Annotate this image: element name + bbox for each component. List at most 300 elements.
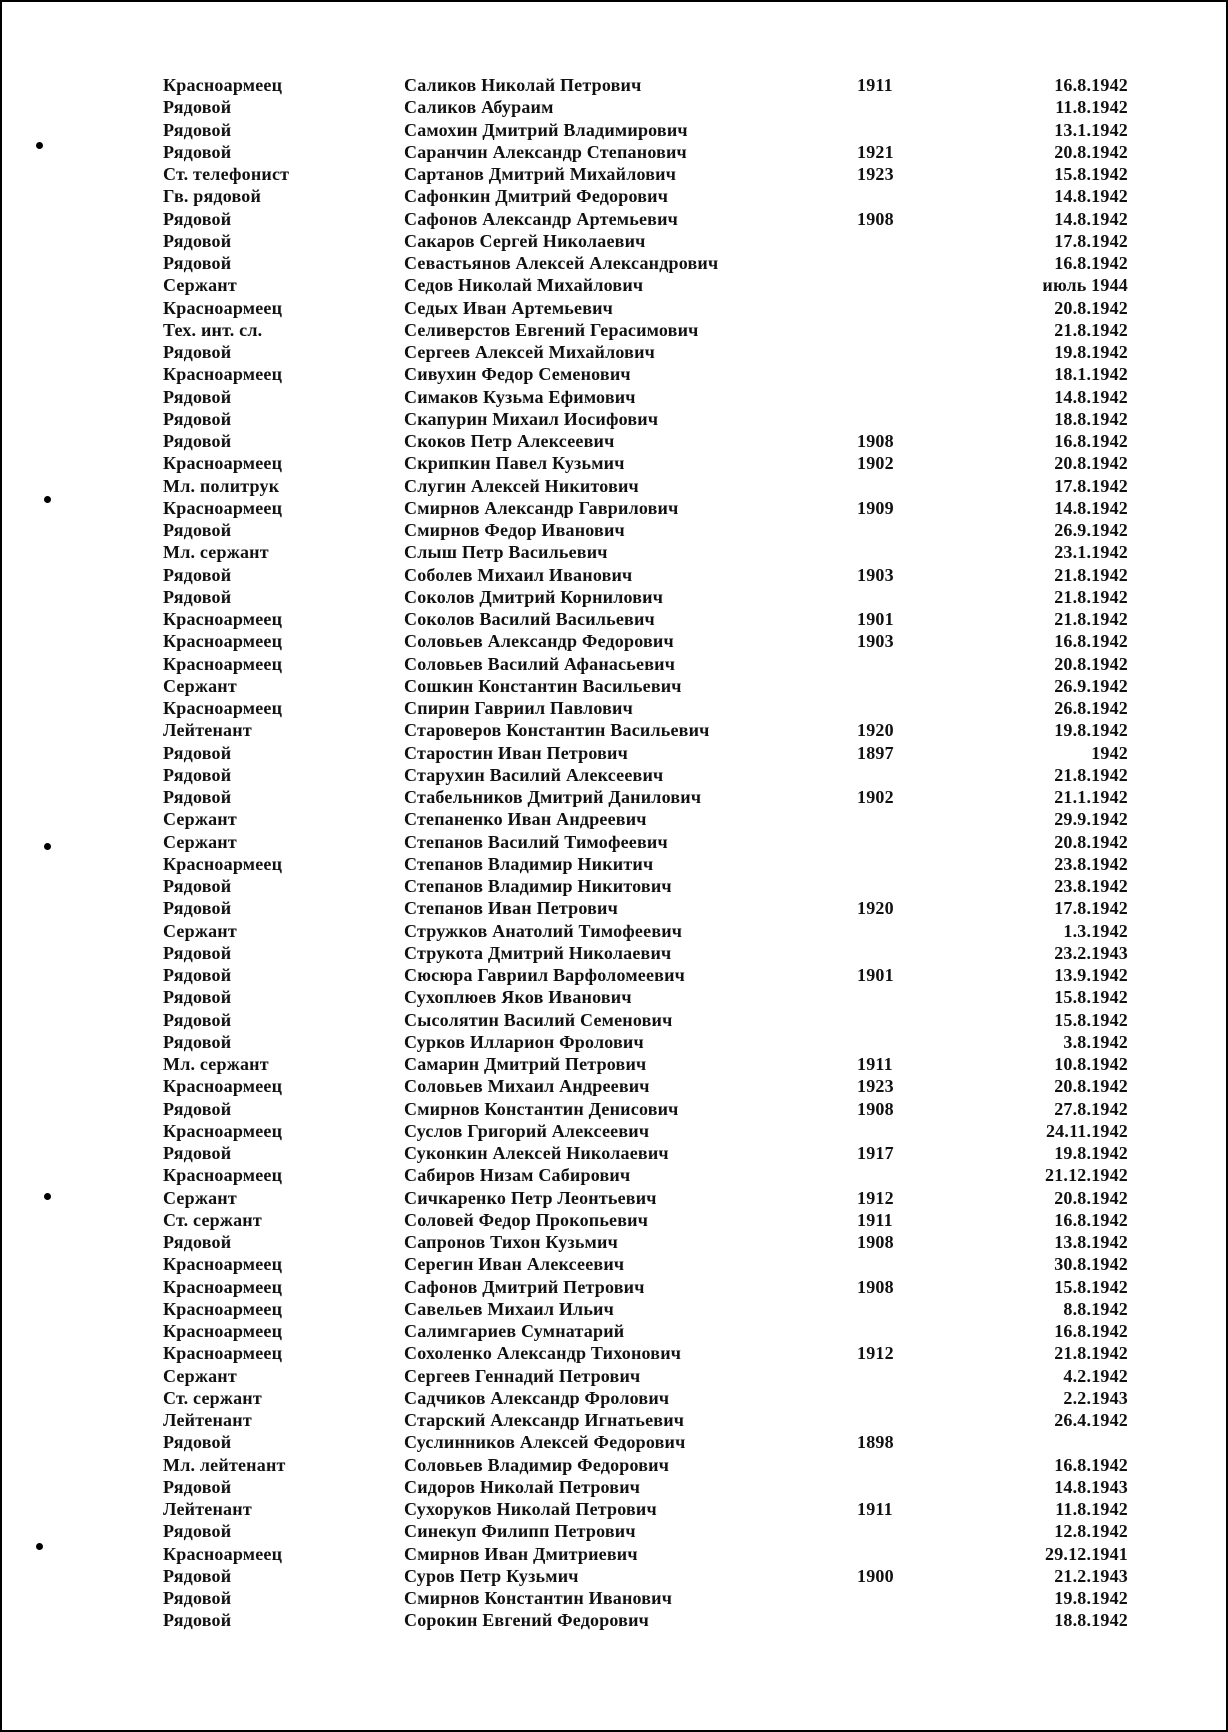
date-cell: 26.9.1942 — [1054, 675, 1128, 696]
date-cell: 20.8.1942 — [1054, 1076, 1128, 1097]
name-cell: Смирнов Александр Гаврилович — [404, 497, 679, 518]
rank-cell: Рядовой — [163, 1432, 232, 1453]
date-cell: 19.8.1942 — [1054, 1588, 1128, 1608]
roster-row — [0, 208, 1228, 230]
date-cell: 3.8.1942 — [1063, 1031, 1128, 1052]
rank-cell: Рядовой — [163, 1610, 232, 1631]
name-cell: Соловьев Михаил Андреевич — [404, 1076, 650, 1097]
date-cell: 17.8.1942 — [1054, 898, 1128, 919]
date-cell: 11.8.1942 — [1055, 1499, 1128, 1519]
name-cell: Старухин Василий Алексеевич — [404, 764, 664, 785]
name-cell: Соловей Федор Прокопьевич — [404, 1209, 649, 1230]
name-cell: Садчиков Александр Фролович — [404, 1387, 670, 1408]
rank-cell: Рядовой — [163, 408, 232, 429]
name-cell: Суслинников Алексей Федорович — [404, 1432, 686, 1453]
name-cell: Сухоплюев Яков Иванович — [404, 987, 632, 1008]
name-cell: Сафонкин Дмитрий Федорович — [404, 186, 669, 207]
name-cell: Степанов Владимир Никитич — [404, 853, 654, 874]
rank-cell: Рядовой — [163, 230, 232, 251]
date-cell: 26.8.1942 — [1054, 698, 1128, 718]
date-cell: 16.8.1942 — [1054, 253, 1128, 273]
name-cell: Сабиров Низам Сабирович — [404, 1165, 631, 1186]
date-cell: 15.8.1942 — [1054, 164, 1128, 184]
roster-row — [0, 1342, 1228, 1364]
birth-year-cell: 1920 — [857, 898, 894, 919]
rank-cell: Красноармеец — [163, 1543, 283, 1564]
rank-cell: Лейтенант — [163, 1410, 252, 1430]
date-cell: 20.8.1942 — [1054, 141, 1128, 162]
name-cell: Скоков Петр Алексеевич — [404, 431, 615, 451]
roster-row — [0, 564, 1228, 586]
rank-cell: Мл. лейтенант — [163, 1454, 286, 1475]
rank-cell: Рядовой — [163, 1588, 232, 1608]
roster-row — [0, 1431, 1228, 1453]
birth-year-cell: 1909 — [857, 497, 894, 518]
date-cell: 30.8.1942 — [1054, 1254, 1128, 1275]
rank-cell: Мл. сержант — [163, 1054, 269, 1074]
name-cell: Сартанов Дмитрий Михайлович — [404, 164, 677, 184]
name-cell: Соловьев Василий Афанасьевич — [404, 653, 676, 674]
rank-cell: Рядовой — [163, 253, 232, 273]
rank-cell: Рядовой — [163, 97, 232, 118]
date-cell: 20.8.1942 — [1054, 453, 1128, 474]
roster-row — [0, 319, 1228, 341]
roster-row — [0, 1387, 1228, 1409]
date-cell: 4.2.1942 — [1063, 1365, 1128, 1386]
roster-row — [0, 764, 1228, 786]
birth-year-cell: 1912 — [857, 1343, 894, 1364]
rank-cell: Сержант — [163, 809, 237, 830]
rank-cell: Рядовой — [163, 787, 232, 807]
birth-year-cell: 1903 — [857, 564, 894, 585]
date-cell: 15.8.1942 — [1054, 987, 1128, 1008]
date-cell: 14.8.1942 — [1054, 208, 1128, 229]
roster-row — [0, 452, 1228, 474]
name-cell: Скапурин Михаил Иосифович — [404, 408, 659, 429]
birth-year-cell: 1898 — [857, 1432, 894, 1453]
date-cell: июль 1944 — [1042, 275, 1128, 296]
date-cell: 16.8.1942 — [1054, 1209, 1128, 1230]
roster-row — [0, 297, 1228, 319]
rank-cell: Мл. политрук — [163, 475, 280, 496]
rank-cell: Рядовой — [163, 942, 232, 963]
name-cell: Сидоров Николай Петрович — [404, 1476, 641, 1497]
name-cell: Спирин Гавриил Павлович — [404, 698, 633, 718]
rank-cell: Красноармеец — [163, 698, 283, 718]
date-cell: 16.8.1942 — [1054, 631, 1128, 652]
date-cell: 24.11.1942 — [1045, 1120, 1128, 1141]
date-cell: 26.4.1942 — [1054, 1410, 1128, 1430]
roster-row — [0, 541, 1228, 563]
date-cell: 12.8.1942 — [1054, 1521, 1128, 1542]
name-cell: Соколов Дмитрий Корнилович — [404, 586, 664, 607]
rank-cell: Красноармеец — [163, 297, 283, 318]
date-cell: 18.8.1942 — [1054, 408, 1128, 429]
date-cell: 15.8.1942 — [1054, 1276, 1128, 1297]
name-cell: Смирнов Иван Дмитриевич — [404, 1543, 638, 1564]
name-cell: Суслов Григорий Алексеевич — [404, 1120, 650, 1141]
date-cell: 20.8.1942 — [1054, 831, 1128, 852]
date-cell: 21.2.1943 — [1054, 1565, 1128, 1586]
rank-cell: Рядовой — [163, 898, 232, 919]
birth-year-cell: 1901 — [857, 965, 894, 985]
name-cell: Саликов Николай Петрович — [404, 75, 642, 95]
roster-row — [0, 1009, 1228, 1031]
date-cell: 11.8.1942 — [1055, 97, 1128, 118]
name-cell: Степаненко Иван Андреевич — [404, 809, 647, 830]
date-cell: 13.8.1942 — [1054, 1232, 1128, 1252]
date-cell: 29.12.1941 — [1045, 1543, 1128, 1564]
roster-row — [0, 1187, 1228, 1209]
name-cell: Сысолятин Василий Семенович — [404, 1009, 673, 1030]
name-cell: Седых Иван Артемьевич — [404, 297, 614, 318]
name-cell: Стабельников Дмитрий Данилович — [404, 787, 702, 807]
birth-year-cell: 1900 — [857, 1565, 894, 1586]
roster-row — [0, 74, 1228, 96]
roster-row — [0, 1565, 1228, 1587]
date-cell: 20.8.1942 — [1054, 1187, 1128, 1208]
date-cell: 8.8.1942 — [1063, 1298, 1128, 1319]
birth-year-cell: 1912 — [857, 1187, 894, 1208]
rank-cell: Рядовой — [163, 564, 232, 585]
name-cell: Смирнов Константин Иванович — [404, 1588, 673, 1608]
roster-row — [0, 341, 1228, 363]
rank-cell: Рядовой — [163, 119, 232, 140]
birth-year-cell: 1902 — [857, 453, 894, 474]
rank-cell: Рядовой — [163, 1143, 232, 1163]
rank-cell: Сержант — [163, 831, 237, 852]
rank-cell: Сержант — [163, 1365, 237, 1386]
name-cell: Сивухин Федор Семенович — [404, 364, 631, 385]
date-cell: 14.8.1942 — [1054, 386, 1128, 407]
date-cell: 19.8.1942 — [1054, 1143, 1128, 1163]
rank-cell: Красноармеец — [163, 1254, 283, 1275]
rank-cell: Рядовой — [163, 987, 232, 1008]
rank-cell: Красноармеец — [163, 453, 283, 474]
name-cell: Сухоруков Николай Петрович — [404, 1499, 657, 1519]
roster-row — [0, 96, 1228, 118]
name-cell: Сакаров Сергей Николаевич — [404, 230, 646, 251]
rank-cell: Рядовой — [163, 386, 232, 407]
roster-row — [0, 786, 1228, 808]
name-cell: Сергеев Алексей Михайлович — [404, 342, 656, 362]
birth-year-cell: 1917 — [857, 1143, 894, 1163]
roster-row — [0, 942, 1228, 964]
roster-row — [0, 1075, 1228, 1097]
birth-year-cell: 1897 — [857, 742, 894, 763]
date-cell: 19.8.1942 — [1054, 720, 1128, 741]
date-cell: 23.8.1942 — [1054, 876, 1128, 896]
roster-row — [0, 875, 1228, 897]
date-cell: 13.1.1942 — [1054, 119, 1128, 140]
roster-row — [0, 831, 1228, 853]
date-cell: 17.8.1942 — [1054, 475, 1128, 496]
name-cell: Сафонов Александр Артемьевич — [404, 208, 679, 229]
date-cell: 23.1.1942 — [1054, 542, 1128, 563]
roster-row — [0, 1476, 1228, 1498]
rank-cell: Красноармеец — [163, 631, 283, 652]
rank-cell: Рядовой — [163, 965, 232, 985]
roster-row — [0, 964, 1228, 986]
rank-cell: Красноармеец — [163, 1076, 283, 1097]
date-cell: 1942 — [1091, 742, 1128, 763]
name-cell: Сичкаренко Петр Леонтьевич — [404, 1187, 657, 1208]
roster-row — [0, 1031, 1228, 1053]
rank-cell: Тех. инт. сл. — [163, 319, 263, 340]
date-cell: 29.9.1942 — [1054, 809, 1128, 830]
name-cell: Суров Петр Кузьмич — [404, 1565, 579, 1586]
rank-cell: Рядовой — [163, 520, 232, 540]
rank-cell: Рядовой — [163, 1565, 232, 1586]
date-cell: 10.8.1942 — [1054, 1054, 1128, 1074]
rank-cell: Красноармеец — [163, 75, 283, 95]
name-cell: Самарин Дмитрий Петрович — [404, 1054, 647, 1074]
date-cell: 21.8.1942 — [1054, 319, 1128, 340]
rank-cell: Красноармеец — [163, 1298, 283, 1319]
name-cell: Степанов Василий Тимофеевич — [404, 831, 668, 852]
roster-row — [0, 408, 1228, 430]
roster-row — [0, 675, 1228, 697]
birth-year-cell: 1923 — [857, 1076, 894, 1097]
roster-row — [0, 1409, 1228, 1431]
name-cell: Савельев Михаил Ильич — [404, 1298, 614, 1319]
roster-row — [0, 697, 1228, 719]
roster-row — [0, 1053, 1228, 1075]
rank-cell: Ст. телефонист — [163, 164, 290, 184]
date-cell: 26.9.1942 — [1054, 520, 1128, 540]
roster-row — [0, 274, 1228, 296]
roster-row — [0, 719, 1228, 741]
date-cell: 21.12.1942 — [1045, 1165, 1128, 1186]
name-cell: Староверов Константин Васильевич — [404, 720, 710, 741]
name-cell: Скрипкин Павел Кузьмич — [404, 453, 625, 474]
name-cell: Соколов Василий Васильевич — [404, 609, 655, 629]
name-cell: Салимгариев Сумнатарий — [404, 1321, 625, 1341]
roster-row — [0, 1454, 1228, 1476]
roster-row — [0, 363, 1228, 385]
roster-row — [0, 986, 1228, 1008]
rank-cell: Рядовой — [163, 1521, 232, 1542]
birth-year-cell: 1902 — [857, 787, 894, 807]
rank-cell: Мл. сержант — [163, 542, 269, 563]
birth-year-cell: 1911 — [857, 75, 893, 95]
rank-cell: Рядовой — [163, 1098, 232, 1119]
roster-row — [0, 920, 1228, 942]
date-cell: 17.8.1942 — [1054, 230, 1128, 251]
rank-cell: Ст. сержант — [163, 1387, 262, 1408]
name-cell: Сошкин Константин Васильевич — [404, 675, 682, 696]
birth-year-cell: 1921 — [857, 141, 894, 162]
name-cell: Серегин Иван Алексеевич — [404, 1254, 625, 1275]
birth-year-cell: 1911 — [857, 1209, 893, 1230]
rank-cell: Рядовой — [163, 764, 232, 785]
name-cell: Самохин Дмитрий Владимирович — [404, 119, 688, 140]
rank-cell: Красноармеец — [163, 1120, 283, 1141]
date-cell: 20.8.1942 — [1054, 297, 1128, 318]
roster-row — [0, 742, 1228, 764]
date-cell: 16.8.1942 — [1054, 1321, 1128, 1341]
name-cell: Сюсюра Гавриил Варфоломеевич — [404, 965, 686, 985]
roster-row — [0, 1298, 1228, 1320]
name-cell: Степанов Владимир Никитович — [404, 876, 672, 896]
rank-cell: Рядовой — [163, 742, 232, 763]
name-cell: Сергеев Геннадий Петрович — [404, 1365, 641, 1386]
birth-year-cell: 1901 — [857, 609, 894, 629]
name-cell: Сорокин Евгений Федорович — [404, 1610, 650, 1631]
rank-cell: Рядовой — [163, 208, 232, 229]
date-cell: 2.2.1943 — [1063, 1387, 1128, 1408]
rank-cell: Рядовой — [163, 876, 232, 896]
roster-row — [0, 430, 1228, 452]
roster-row — [0, 1609, 1228, 1631]
name-cell: Севастьянов Алексей Александрович — [404, 253, 719, 273]
birth-year-cell: 1908 — [857, 1232, 894, 1252]
rank-cell: Рядовой — [163, 586, 232, 607]
roster-row — [0, 185, 1228, 207]
birth-year-cell: 1911 — [857, 1499, 893, 1519]
rank-cell: Красноармеец — [163, 1165, 283, 1186]
name-cell: Сафонов Дмитрий Петрович — [404, 1276, 645, 1297]
roster-list — [0, 74, 1228, 1632]
roster-row — [0, 1320, 1228, 1342]
date-cell: 21.8.1942 — [1054, 586, 1128, 607]
birth-year-cell: 1908 — [857, 1098, 894, 1119]
roster-row — [0, 252, 1228, 274]
date-cell: 14.8.1943 — [1054, 1476, 1128, 1497]
roster-row — [0, 163, 1228, 185]
roster-row — [0, 386, 1228, 408]
name-cell: Слыш Петр Васильевич — [404, 542, 608, 563]
roster-row — [0, 897, 1228, 919]
name-cell: Струкота Дмитрий Николаевич — [404, 942, 672, 963]
rank-cell: Гв. рядовой — [163, 186, 262, 207]
roster-row — [0, 497, 1228, 519]
birth-year-cell: 1908 — [857, 208, 894, 229]
roster-row — [0, 1098, 1228, 1120]
rank-cell: Лейтенант — [163, 1499, 252, 1519]
date-cell: 21.8.1942 — [1054, 1343, 1128, 1364]
date-cell: 20.8.1942 — [1054, 653, 1128, 674]
roster-row — [0, 519, 1228, 541]
birth-year-cell: 1903 — [857, 631, 894, 652]
name-cell: Саранчин Александр Степанович — [404, 141, 687, 162]
name-cell: Степанов Иван Петрович — [404, 898, 618, 919]
name-cell: Соловьев Александр Федорович — [404, 631, 674, 652]
rank-cell: Красноармеец — [163, 1343, 283, 1364]
rank-cell: Красноармеец — [163, 364, 283, 385]
date-cell: 23.2.1943 — [1054, 942, 1128, 963]
roster-row — [0, 808, 1228, 830]
name-cell: Седов Николай Михайлович — [404, 275, 644, 296]
rank-cell: Рядовой — [163, 1476, 232, 1497]
roster-row — [0, 119, 1228, 141]
name-cell: Селиверстов Евгений Герасимович — [404, 319, 699, 340]
roster-row — [0, 853, 1228, 875]
rank-cell: Красноармеец — [163, 1276, 283, 1297]
date-cell: 18.8.1942 — [1054, 1610, 1128, 1631]
date-cell: 21.8.1942 — [1054, 609, 1128, 629]
birth-year-cell: 1908 — [857, 431, 894, 451]
roster-row — [0, 1231, 1228, 1253]
date-cell: 21.8.1942 — [1054, 564, 1128, 585]
name-cell: Старостин Иван Петрович — [404, 742, 628, 763]
roster-row — [0, 1365, 1228, 1387]
name-cell: Синекуп Филипп Петрович — [404, 1521, 636, 1542]
date-cell: 1.3.1942 — [1063, 920, 1128, 941]
rank-cell: Сержант — [163, 675, 237, 696]
date-cell: 23.8.1942 — [1054, 853, 1128, 874]
rank-cell: Красноармеец — [163, 497, 283, 518]
roster-row — [0, 630, 1228, 652]
name-cell: Суконкин Алексей Николаевич — [404, 1143, 669, 1163]
name-cell: Симаков Кузьма Ефимович — [404, 386, 636, 407]
date-cell: 16.8.1942 — [1054, 75, 1128, 95]
birth-year-cell: 1923 — [857, 164, 894, 184]
roster-row — [0, 1520, 1228, 1542]
rank-cell: Красноармеец — [163, 853, 283, 874]
roster-row — [0, 1142, 1228, 1164]
roster-row — [0, 1164, 1228, 1186]
roster-row — [0, 230, 1228, 252]
roster-row — [0, 1543, 1228, 1565]
rank-cell: Лейтенант — [163, 720, 252, 741]
rank-cell: Сержант — [163, 1187, 237, 1208]
name-cell: Смирнов Федор Иванович — [404, 520, 625, 540]
name-cell: Соболев Михаил Иванович — [404, 564, 633, 585]
roster-row — [0, 1120, 1228, 1142]
date-cell: 16.8.1942 — [1054, 431, 1128, 451]
name-cell: Сапронов Тихон Кузьмич — [404, 1232, 618, 1252]
name-cell: Старский Александр Игнатьевич — [404, 1410, 685, 1430]
name-cell: Сохоленко Александр Тихонович — [404, 1343, 682, 1364]
roster-row — [0, 608, 1228, 630]
date-cell: 19.8.1942 — [1054, 342, 1128, 362]
birth-year-cell: 1911 — [857, 1054, 893, 1074]
name-cell: Смирнов Константин Денисович — [404, 1098, 679, 1119]
date-cell: 27.8.1942 — [1054, 1098, 1128, 1119]
date-cell: 21.8.1942 — [1054, 764, 1128, 785]
roster-row — [0, 586, 1228, 608]
rank-cell: Рядовой — [163, 141, 232, 162]
roster-row — [0, 475, 1228, 497]
rank-cell: Сержант — [163, 920, 237, 941]
date-cell: 14.8.1942 — [1054, 497, 1128, 518]
birth-year-cell: 1920 — [857, 720, 894, 741]
roster-row — [0, 1587, 1228, 1609]
rank-cell: Сержант — [163, 275, 237, 296]
rank-cell: Красноармеец — [163, 609, 283, 629]
rank-cell: Красноармеец — [163, 653, 283, 674]
rank-cell: Рядовой — [163, 1031, 232, 1052]
date-cell: 14.8.1942 — [1054, 186, 1128, 207]
rank-cell: Рядовой — [163, 1009, 232, 1030]
name-cell: Стружков Анатолий Тимофеевич — [404, 920, 683, 941]
name-cell: Соловьев Владимир Федорович — [404, 1454, 670, 1475]
date-cell: 21.1.1942 — [1054, 787, 1128, 807]
roster-row — [0, 1209, 1228, 1231]
roster-row — [0, 1253, 1228, 1275]
roster-row — [0, 1276, 1228, 1298]
date-cell: 16.8.1942 — [1054, 1454, 1128, 1475]
rank-cell: Рядовой — [163, 342, 232, 362]
name-cell: Слугин Алексей Никитович — [404, 475, 639, 496]
name-cell: Саликов Абураим — [404, 97, 554, 118]
roster-row — [0, 653, 1228, 675]
date-cell: 18.1.1942 — [1054, 364, 1128, 385]
roster-row — [0, 141, 1228, 163]
name-cell: Сурков Илларион Фролович — [404, 1031, 644, 1052]
birth-year-cell: 1908 — [857, 1276, 894, 1297]
